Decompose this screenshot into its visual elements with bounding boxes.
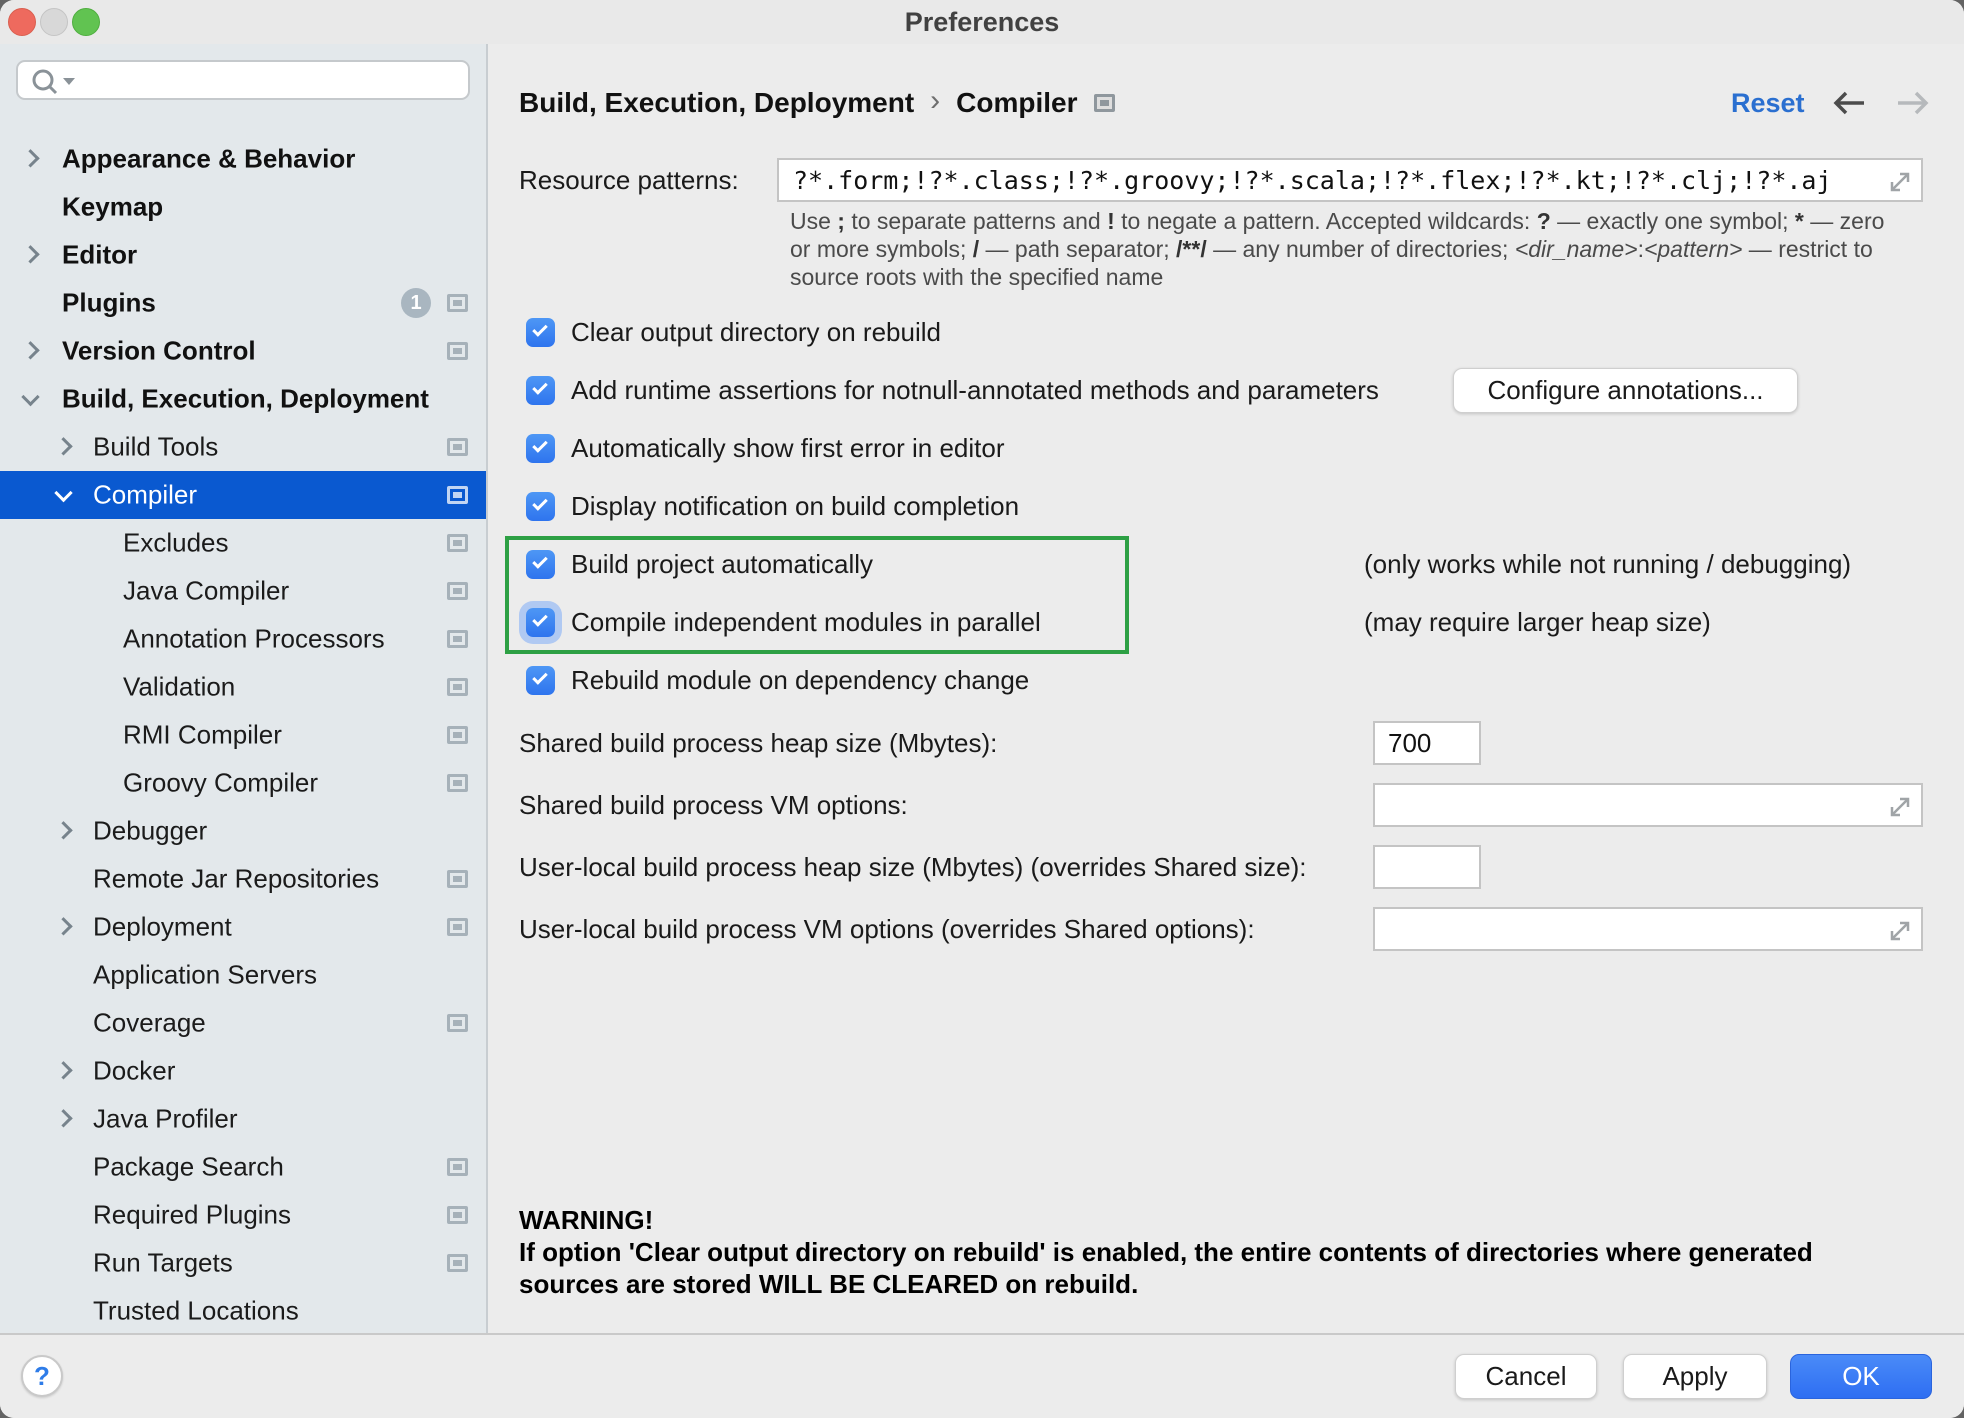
- chevron-right-icon[interactable]: [21, 341, 39, 359]
- checkbox-display-notification[interactable]: [526, 484, 1019, 528]
- sidebar-item-label: RMI Compiler: [123, 719, 282, 750]
- chevron-right-icon[interactable]: [54, 1061, 72, 1079]
- shared-heap-size-label: Shared build process heap size (Mbytes):: [519, 727, 998, 758]
- chevron-down-icon[interactable]: [21, 388, 39, 406]
- user-local-heap-size-field[interactable]: [1373, 845, 1481, 889]
- sidebar-item-appearance-behavior[interactable]: [0, 135, 486, 183]
- sidebar-item-label: Trusted Locations: [93, 1295, 299, 1326]
- user-local-heap-size-label: User-local build process heap size (Mbytes) (overrides Shared size):: [519, 851, 1307, 882]
- apply-button[interactable]: Apply: [1623, 1354, 1767, 1399]
- breadcrumb-item-compiler: Compiler: [956, 87, 1078, 118]
- screen-icon: [447, 1254, 468, 1272]
- sidebar-item-label: Docker: [93, 1055, 176, 1086]
- screen-icon: [447, 678, 468, 696]
- sidebar-item-deployment[interactable]: [0, 903, 486, 951]
- checkbox-checked-icon[interactable]: [526, 666, 555, 695]
- resource-patterns-label: Resource patterns:: [519, 164, 739, 195]
- checkbox-build-project-automatically[interactable]: [526, 542, 873, 586]
- sidebar-item-required-plugins[interactable]: [0, 1191, 486, 1239]
- sidebar-item-label: Remote Jar Repositories: [93, 863, 380, 894]
- sidebar-item-label: Build Tools: [93, 431, 219, 462]
- shared-heap-size-input[interactable]: [1375, 723, 1479, 763]
- sidebar-item-annotation-processors[interactable]: [0, 615, 486, 663]
- screen-icon: [447, 534, 468, 552]
- cancel-button[interactable]: Cancel: [1455, 1354, 1597, 1399]
- screen-icon: [447, 1206, 468, 1224]
- chevron-right-icon[interactable]: [54, 917, 72, 935]
- checkbox-checked-focused-icon[interactable]: [526, 608, 555, 637]
- sidebar-item-version-control[interactable]: [0, 327, 486, 375]
- checkbox-label: Automatically show first error in editor: [571, 432, 1005, 463]
- sidebar-item-label: Application Servers: [93, 959, 317, 990]
- resource-patterns-input[interactable]: [779, 160, 1921, 200]
- screen-icon: [447, 486, 468, 504]
- forward-arrow-icon: [1892, 88, 1932, 123]
- sidebar-item-trusted-locations[interactable]: [0, 1287, 486, 1333]
- configure-annotations-button[interactable]: Configure annotations...: [1453, 368, 1798, 413]
- settings-tree: [0, 91, 486, 1333]
- checkbox-label: Clear output directory on rebuild: [571, 316, 941, 347]
- sidebar-item-build-execution-deployment[interactable]: [0, 375, 486, 423]
- checkbox-checked-icon[interactable]: [526, 318, 555, 347]
- title-bar: [0, 0, 1964, 44]
- resource-patterns-help: [790, 207, 1884, 291]
- close-window-icon[interactable]: [8, 8, 36, 36]
- screen-icon: [447, 918, 468, 936]
- user-local-vm-options-input[interactable]: [1375, 909, 1921, 949]
- chevron-right-icon[interactable]: [54, 437, 72, 455]
- sidebar-item-label: Required Plugins: [93, 1199, 292, 1230]
- expand-field-icon[interactable]: [1885, 916, 1915, 951]
- checkbox-label: Build project automatically: [571, 548, 874, 579]
- sidebar-item-coverage[interactable]: [0, 999, 486, 1047]
- checkbox-checked-icon[interactable]: [526, 550, 555, 579]
- sidebar-item-label: Editor: [62, 239, 138, 270]
- chevron-right-icon[interactable]: [54, 1109, 72, 1127]
- screen-icon: [447, 870, 468, 888]
- checkbox-label: Add runtime assertions for notnull-annotated methods and parameters: [571, 374, 1379, 405]
- help-line: Use ; to separate patterns and ! to negate a pattern. Accepted wildcards: ? — exactly one symbol; * — zero: [790, 208, 1885, 234]
- screen-icon: [447, 774, 468, 792]
- resource-patterns-field[interactable]: [777, 158, 1923, 202]
- expand-field-icon[interactable]: [1885, 167, 1915, 202]
- screen-icon: [1094, 94, 1115, 112]
- sidebar-item-application-servers[interactable]: [0, 951, 486, 999]
- warning-line: sources are stored WILL BE CLEARED on rebuild.: [519, 1269, 1139, 1299]
- sidebar-item-label: Deployment: [93, 911, 232, 942]
- sidebar-item-label: Annotation Processors: [123, 623, 385, 654]
- checkbox-label: Display notification on build completion: [571, 490, 1020, 521]
- back-arrow-icon[interactable]: [1830, 88, 1870, 123]
- warning-text: [519, 1204, 1813, 1300]
- checkbox-checked-icon[interactable]: [526, 492, 555, 521]
- sidebar-item-run-targets[interactable]: [0, 1239, 486, 1287]
- sidebar-item-label: Keymap: [62, 191, 164, 222]
- sidebar-item-label: Appearance & Behavior: [62, 143, 356, 174]
- sidebar-item-label: Package Search: [93, 1151, 284, 1182]
- sidebar-item-package-search[interactable]: [0, 1143, 486, 1191]
- warning-title: WARNING!: [519, 1205, 654, 1235]
- sidebar-item-label: Groovy Compiler: [123, 767, 319, 798]
- chevron-right-icon[interactable]: [21, 245, 39, 263]
- ok-button[interactable]: OK: [1790, 1354, 1932, 1399]
- shared-vm-options-input[interactable]: [1375, 785, 1921, 825]
- sidebar-item-java-profiler[interactable]: [0, 1095, 486, 1143]
- shared-vm-options-label: Shared build process VM options:: [519, 789, 908, 820]
- sidebar-item-label: Coverage: [93, 1007, 206, 1038]
- sidebar-item-compiler[interactable]: [0, 471, 486, 519]
- sidebar-item-groovy-compiler[interactable]: [0, 759, 486, 807]
- shared-vm-options-field[interactable]: [1373, 783, 1923, 827]
- sidebar-item-label: Compiler: [93, 479, 198, 510]
- screen-icon: [447, 438, 468, 456]
- checkbox-note: (only works while not running / debugging): [1364, 548, 1852, 579]
- sidebar-item-excludes[interactable]: [0, 519, 486, 567]
- user-local-vm-options-field[interactable]: [1373, 907, 1923, 951]
- sidebar-item-plugins[interactable]: [0, 279, 486, 327]
- update-count-badge: 1: [401, 288, 431, 318]
- sidebar-item-docker[interactable]: [0, 1047, 486, 1095]
- checkbox-compile-independent-modules[interactable]: [526, 600, 1041, 644]
- sidebar-item-validation[interactable]: [0, 663, 486, 711]
- sidebar-item-label: Java Compiler: [123, 575, 290, 606]
- zoom-window-icon[interactable]: [72, 8, 100, 36]
- breadcrumb: [519, 81, 1115, 125]
- sidebar-item-debugger[interactable]: [0, 807, 486, 855]
- settings-sidebar: [0, 44, 488, 1333]
- screen-icon: [447, 582, 468, 600]
- checkbox-checked-icon[interactable]: [526, 434, 555, 463]
- reset-link[interactable]: Reset: [1731, 87, 1805, 118]
- screen-icon: [447, 1014, 468, 1032]
- checkbox-label: Rebuild module on dependency change: [571, 664, 1030, 695]
- checkbox-label: Compile independent modules in parallel: [571, 606, 1041, 637]
- sidebar-item-label: Version Control: [62, 335, 256, 366]
- sidebar-item-label: Validation: [123, 671, 236, 702]
- sidebar-item-build-tools[interactable]: [0, 423, 486, 471]
- help-line: source roots with the specified name: [790, 264, 1164, 290]
- question-mark-icon: ?: [34, 1360, 50, 1391]
- user-local-vm-options-label: User-local build process VM options (overrides Shared options):: [519, 913, 1255, 944]
- sidebar-item-rmi-compiler[interactable]: [0, 711, 486, 759]
- minimize-window-icon: [40, 8, 68, 36]
- screen-icon: [447, 630, 468, 648]
- sidebar-item-label: Debugger: [93, 815, 208, 846]
- sidebar-item-java-compiler[interactable]: [0, 567, 486, 615]
- help-line: or more symbols; / — path separator; /**/ — any number of directories; <dir_name>:<pattern> — restrict to: [790, 236, 1873, 262]
- checkbox-note: (may require larger heap size): [1364, 606, 1711, 637]
- sidebar-item-remote-jar-repositories[interactable]: [0, 855, 486, 903]
- chevron-right-icon[interactable]: [21, 149, 39, 167]
- sidebar-item-label: Java Profiler: [93, 1103, 238, 1134]
- checkbox-rebuild-module-on-dependency-change[interactable]: [526, 658, 1029, 702]
- checkbox-clear-output-directory[interactable]: [526, 310, 941, 354]
- help-button[interactable]: [21, 1355, 63, 1397]
- screen-icon: [447, 294, 468, 312]
- chevron-down-icon[interactable]: [54, 484, 72, 502]
- chevron-right-icon[interactable]: [54, 821, 72, 839]
- breadcrumb-separator-icon: ›: [930, 84, 941, 117]
- checkbox-add-runtime-assertions[interactable]: [526, 368, 1379, 412]
- sidebar-item-label: Plugins: [62, 287, 156, 318]
- sidebar-item-label: Run Targets: [93, 1247, 233, 1278]
- sidebar-item-editor[interactable]: [0, 231, 486, 279]
- sidebar-item-label: Excludes: [123, 527, 229, 558]
- expand-field-icon[interactable]: [1885, 792, 1915, 827]
- sidebar-item-label: Build, Execution, Deployment: [62, 383, 429, 414]
- sidebar-item-keymap[interactable]: [0, 183, 486, 231]
- checkbox-checked-icon[interactable]: [526, 376, 555, 405]
- shared-heap-size-field[interactable]: [1373, 721, 1481, 765]
- warning-line: If option 'Clear output directory on rebuild' is enabled, the entire contents of directories where generated: [519, 1237, 1813, 1267]
- screen-icon: [447, 1158, 468, 1176]
- screen-icon: [447, 726, 468, 744]
- user-local-heap-size-input[interactable]: [1375, 847, 1479, 887]
- checkbox-automatically-show-first-error[interactable]: [526, 426, 1004, 470]
- screen-icon: [447, 342, 468, 360]
- breadcrumb-item-build-execution-deployment[interactable]: Build, Execution, Deployment: [519, 87, 915, 118]
- window-title: Preferences: [904, 7, 1060, 37]
